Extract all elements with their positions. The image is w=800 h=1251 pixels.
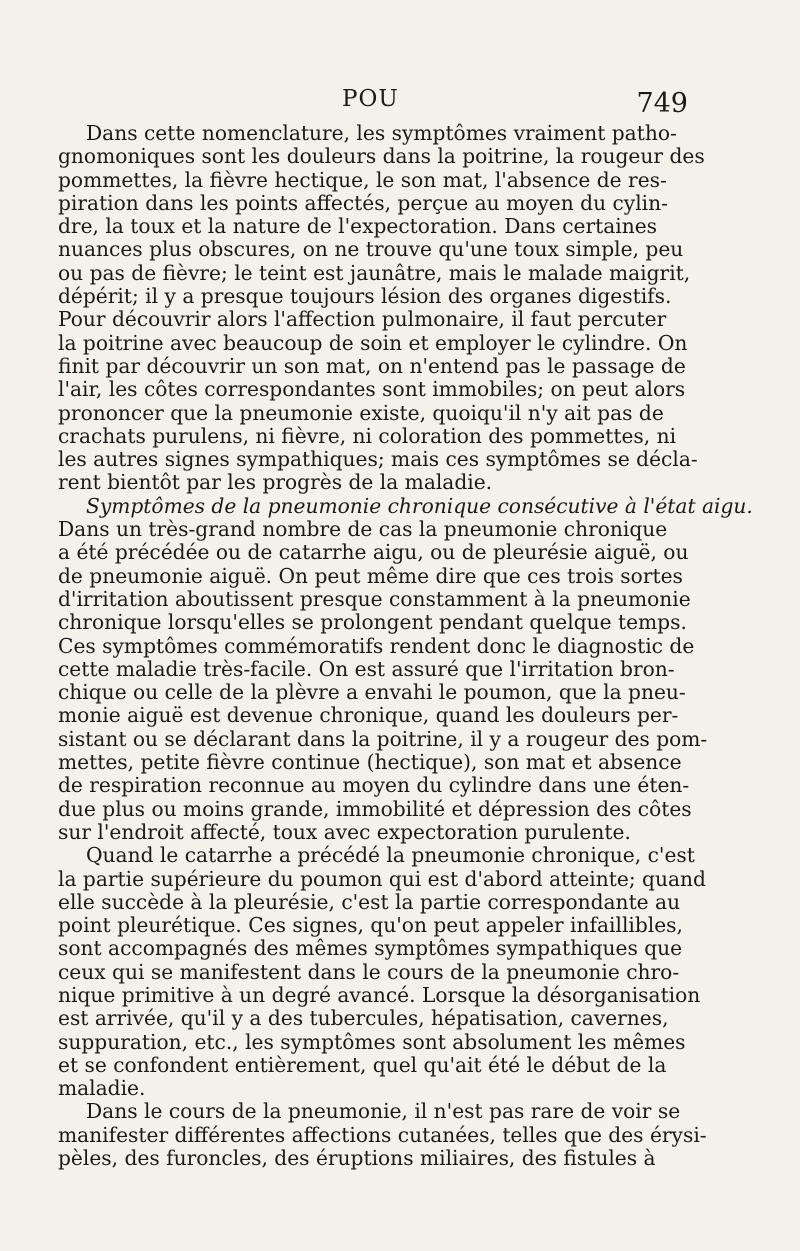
text-line: pommettes, la fièvre hectique, le son mat, l'absence de res-	[58, 167, 667, 192]
book-page	[58, 82, 753, 1171]
text-line: dépérit; il y a presque toujours lésion des organes digestifs.	[58, 284, 672, 309]
text-line: piration dans les points affectés, perçue au moyen du cylin-	[58, 190, 668, 215]
text-line: d'irritation aboutissent presque constamment à la pneumonie	[58, 586, 691, 611]
running-head-title: POU	[342, 86, 399, 112]
text-line: prononcer que la pneumonie existe, quoiqu'il n'y ait pas de	[58, 400, 664, 425]
text-line: point pleurétique. Ces signes, qu'on peut appeler infaillibles,	[58, 913, 683, 938]
paragraph-1	[58, 121, 705, 495]
text-line: due plus ou moins grande, immobilité et dépression des côtes	[58, 796, 692, 821]
text-line: monie aiguë est devenue chronique, quand les douleurs per-	[58, 703, 679, 728]
text-line: elle succède à la pleurésie, c'est la partie correspondante au	[58, 889, 681, 914]
text-line: de pneumonie aiguë. On peut même dire que ces trois sortes	[58, 563, 683, 588]
text-line: chique ou celle de la plèvre a envahi le poumon, que la pneu-	[58, 680, 686, 705]
text-line: a été précédée ou de catarrhe aigu, ou de pleurésie aiguë, ou	[58, 540, 689, 565]
text-line: ou pas de fièvre; le teint est jaunâtre, mais le malade maigrit,	[58, 260, 691, 285]
text-line: sistant ou se déclarant dans la poitrine, il y a rougeur des pom-	[58, 726, 708, 751]
paragraph-2	[58, 517, 708, 844]
text-line: suppuration, etc., les symptômes sont absolument les mêmes	[58, 1029, 686, 1054]
text-line: mettes, petite fièvre continue (hectique), son mat et absence	[58, 750, 682, 775]
text-line: de respiration reconnue au moyen du cylindre dans une éten-	[58, 773, 690, 798]
text-line: pèles, des furoncles, des éruptions miliaires, des fistules à	[58, 1146, 656, 1171]
text-line: est arrivée, qu'il y a des tubercules, hépatisation, cavernes,	[58, 1006, 669, 1031]
text-line: rent bientôt par les progrès de la maladie.	[58, 470, 493, 495]
text-line: manifester différentes affections cutanées, telles que des érysi-	[58, 1122, 707, 1147]
text-line: gnomoniques sont les douleurs dans la poitrine, la rougeur des	[58, 144, 705, 169]
text-line: Pour découvrir alors l'affection pulmonaire, il faut percuter	[58, 307, 667, 332]
text-line: chronique lorsqu'elles se prolongent pendant quelque temps.	[58, 610, 687, 635]
running-head	[58, 82, 688, 122]
body-text	[58, 121, 753, 1171]
text-line: ceux qui se manifestent dans le cours de la pneumonie chro-	[58, 959, 680, 984]
text-line: Dans un très-grand nombre de cas la pneumonie chronique	[58, 517, 668, 542]
text-line: dre, la toux et la nature de l'expectoration. Dans certaines	[58, 214, 658, 239]
text-line: nuances plus obscures, on ne trouve qu'une toux simple, peu	[58, 237, 684, 262]
section-title: Symptômes de la pneumonie chronique consécutive à l'état aigu.	[86, 493, 753, 518]
text-line: nique primitive à un degré avancé. Lorsque la désorganisation	[58, 982, 701, 1007]
text-line: la poitrine avec beaucoup de soin et employer le cylindre. On	[58, 330, 688, 355]
text-line: les autres signes sympathiques; mais ces symptômes se décla-	[58, 447, 698, 472]
paragraph-4	[58, 1099, 707, 1171]
text-line: finit par découvrir un son mat, on n'entend pas le passage de	[58, 353, 686, 378]
section-heading	[58, 493, 753, 518]
text-line: sont accompagnés des mêmes symptômes sympathiques que	[58, 936, 683, 961]
text-line: la partie supérieure du poumon qui est d'abord atteinte; quand	[58, 866, 706, 891]
text-line: l'air, les côtes correspondantes sont immobiles; on peut alors	[58, 377, 686, 402]
text-line: Dans le cours de la pneumonie, il n'est pas rare de voir se	[86, 1099, 681, 1124]
text-line: maladie.	[58, 1076, 146, 1101]
page-number: 749	[636, 88, 688, 119]
text-line: et se confondent entièrement, quel qu'ait été le début de la	[58, 1052, 667, 1077]
text-line: cette maladie très-facile. On est assuré que l'irritation bron-	[58, 656, 675, 681]
paragraph-3	[58, 843, 706, 1101]
text-line: crachats purulens, ni fièvre, ni coloration des pommettes, ni	[58, 423, 677, 448]
text-line: Dans cette nomenclature, les symptômes vraiment patho-	[86, 121, 677, 145]
text-line: sur l'endroit affecté, toux avec expectoration purulente.	[58, 819, 631, 844]
text-line: Ces symptômes commémoratifs rendent donc le diagnostic de	[58, 633, 695, 658]
text-line: Quand le catarrhe a précédé la pneumonie chronique, c'est	[86, 843, 695, 868]
